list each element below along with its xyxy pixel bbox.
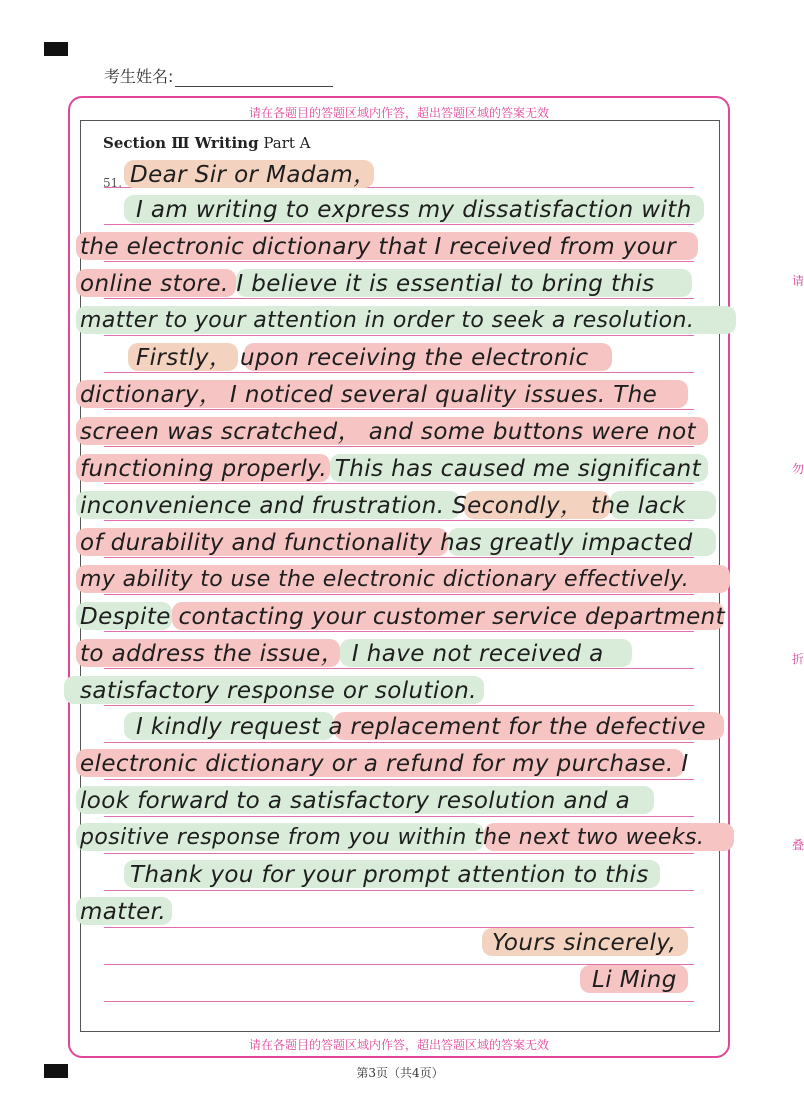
ruled-line	[104, 890, 694, 891]
candidate-name-label: 考生姓名:	[104, 67, 174, 86]
letter-signature: Li Ming	[592, 967, 677, 993]
letter-line: dictionary， I noticed several quality issues. The	[80, 382, 658, 408]
letter-line: Despite contacting your customer service department	[80, 604, 726, 630]
letter-line: inconvenience and frustration. Secondly， the lack	[80, 493, 686, 519]
letter-line: I kindly request a replacement for the defective	[136, 714, 706, 740]
ruled-line	[104, 557, 694, 558]
registration-mark-top	[44, 42, 68, 56]
section-title-part: Part A	[263, 134, 311, 152]
letter-line: Dear Sir or Madam，	[130, 162, 377, 188]
warning-bottom: 请在各题目的答题区域内作答，超出答题区域的答案无效	[248, 1038, 549, 1052]
letter-line: matter.	[80, 899, 167, 925]
letter-line: online store. I believe it is essential to bring this	[80, 271, 655, 297]
page-number: 第3页（共4页）	[356, 1066, 444, 1080]
ruled-line	[104, 409, 694, 410]
ruled-line	[104, 298, 694, 299]
ruled-line	[104, 372, 694, 373]
letter-line: to address the issue， I have not received a	[80, 641, 604, 667]
letter-line: functioning properly. This has caused me significant	[80, 456, 702, 482]
letter-line: electronic dictionary or a refund for my purchase. I	[80, 751, 689, 777]
ruled-line	[104, 631, 694, 632]
letter-line: satisfactory response or solution.	[80, 678, 477, 704]
ruled-line	[104, 742, 694, 743]
ruled-line	[104, 705, 694, 706]
warning-top: 请在各题目的答题区域内作答，超出答题区域的答案无效	[248, 106, 549, 120]
side-char: 折	[792, 652, 804, 666]
letter-line: look forward to a satisfactory resolution and a	[80, 788, 631, 814]
ruled-line	[104, 816, 694, 817]
letter-line: my ability to use the electronic dictionary effectively.	[80, 567, 690, 592]
letter-line: matter to your attention in order to seek a resolution.	[80, 308, 695, 333]
ruled-line	[104, 779, 694, 780]
letter-closing: Yours sincerely,	[492, 930, 677, 956]
letter-line: positive response from you within the next two weeks.	[80, 825, 705, 850]
ruled-line	[104, 853, 694, 854]
ruled-line	[104, 335, 694, 336]
letter-line: Thank you for your prompt attention to this	[130, 862, 649, 888]
ruled-line	[104, 594, 694, 595]
letter-line: screen was scratched， and some buttons were not	[80, 419, 696, 445]
candidate-name-field	[104, 64, 333, 87]
letter-line: the electronic dictionary that I received from your	[80, 234, 677, 260]
question-number: 51.	[103, 176, 123, 190]
ruled-line	[104, 668, 694, 669]
ruled-line	[104, 1001, 694, 1002]
candidate-name-blank	[175, 70, 333, 87]
ruled-line	[104, 224, 694, 225]
side-char: 叠	[792, 838, 804, 852]
side-char: 请	[792, 274, 804, 288]
letter-line: of durability and functionality has greatly impacted	[80, 530, 693, 556]
ruled-line	[104, 446, 694, 447]
letter-line: I am writing to express my dissatisfaction with	[136, 197, 692, 223]
side-char: 勿	[792, 462, 804, 476]
section-title	[103, 134, 311, 152]
ruled-line	[104, 520, 694, 521]
ruled-line	[104, 261, 694, 262]
letter-line: Firstly， upon receiving the electronic	[136, 345, 589, 371]
section-title-bold: Section Ⅲ Writing	[103, 134, 259, 152]
ruled-line	[104, 483, 694, 484]
